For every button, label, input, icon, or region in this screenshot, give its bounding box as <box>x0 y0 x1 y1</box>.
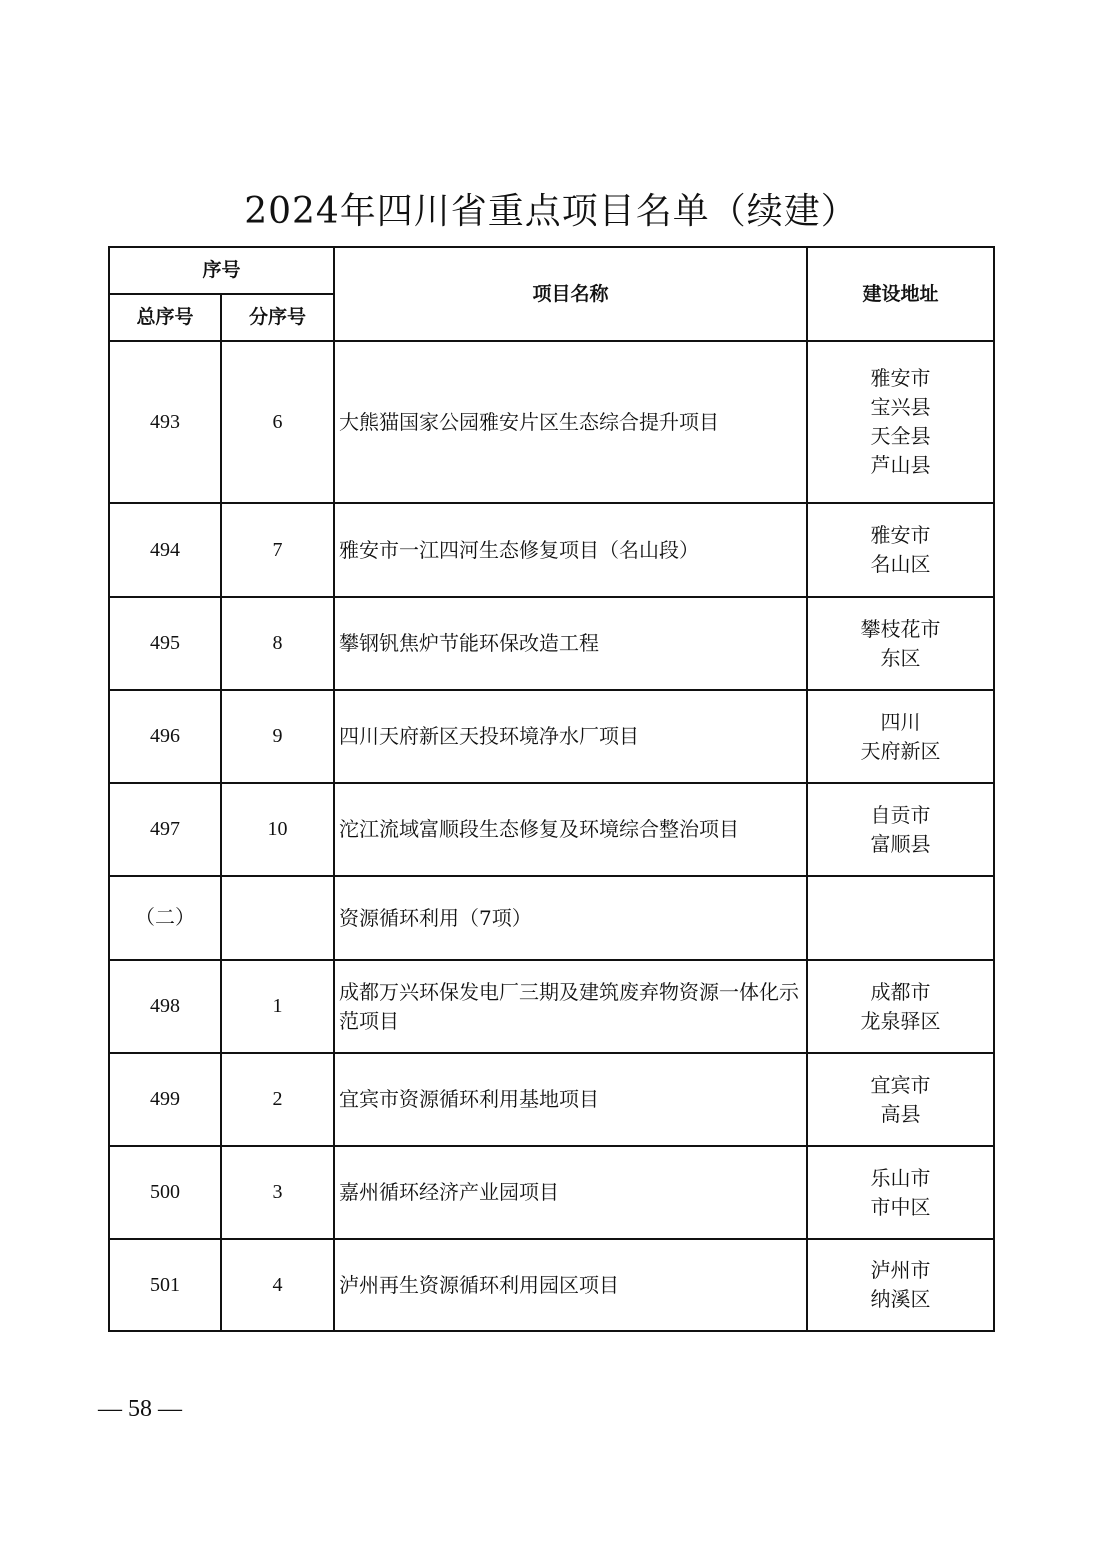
location-line: 自贡市 <box>870 802 931 827</box>
cell-location <box>807 876 994 960</box>
cell-project-name: 资源循环利用（7项） <box>334 876 807 960</box>
cell-location <box>807 783 994 876</box>
cell-total-seq: （二） <box>109 876 221 960</box>
cell-sub-seq: 2 <box>221 1053 334 1146</box>
cell-sub-seq: 9 <box>221 690 334 783</box>
location-line: 雅安市 <box>870 523 931 547</box>
table-row <box>109 503 994 597</box>
location-line: 宜宾市 <box>870 1072 931 1097</box>
location-line: 富顺县 <box>870 831 931 856</box>
cell-total-seq: 495 <box>109 597 221 690</box>
location-line: 攀枝花市 <box>860 616 941 641</box>
cell-total-seq: 499 <box>109 1053 221 1146</box>
location-line: 东区 <box>880 645 921 670</box>
cell-location <box>807 503 994 597</box>
cell-project-name: 泸州再生资源循环利用园区项目 <box>334 1239 807 1331</box>
cell-project-name: 嘉州循环经济产业园项目 <box>334 1146 807 1239</box>
header-sub-seq: 分序号 <box>221 294 334 341</box>
cell-total-seq: 501 <box>109 1239 221 1331</box>
cell-total-seq: 498 <box>109 960 221 1053</box>
table-row <box>109 1146 994 1239</box>
location-line: 龙泉驿区 <box>860 1008 941 1033</box>
location-line: 纳溪区 <box>870 1287 931 1311</box>
location-line: 泸州市 <box>870 1258 931 1282</box>
location-line: 高县 <box>880 1101 921 1126</box>
cell-project-name: 雅安市一江四河生态修复项目（名山段） <box>334 503 807 597</box>
table-row <box>109 341 994 503</box>
table-row <box>109 960 994 1053</box>
header-location: 建设地址 <box>807 247 994 341</box>
table-row <box>109 597 994 690</box>
cell-project-name: 四川天府新区天投环境净水厂项目 <box>334 690 807 783</box>
cell-project-name: 大熊猫国家公园雅安片区生态综合提升项目 <box>334 341 807 503</box>
cell-location <box>807 1239 994 1331</box>
cell-location <box>807 960 994 1053</box>
table-row <box>109 783 994 876</box>
table-row <box>109 1239 994 1331</box>
cell-total-seq: 494 <box>109 503 221 597</box>
header-total-seq: 总序号 <box>109 294 221 341</box>
location-line: 市中区 <box>870 1194 931 1219</box>
header-seq-group: 序号 <box>109 247 334 294</box>
location-line: 天全县 <box>870 424 931 448</box>
header-project-name: 项目名称 <box>334 247 807 341</box>
page-number: — 58 — <box>98 1396 182 1422</box>
location-line: 成都市 <box>870 979 931 1004</box>
cell-project-name: 沱江流域富顺段生态修复及环境综合整治项目 <box>334 783 807 876</box>
cell-sub-seq: 8 <box>221 597 334 690</box>
table-row <box>109 876 994 960</box>
cell-sub-seq <box>221 876 334 960</box>
table-row <box>109 1053 994 1146</box>
cell-location <box>807 1146 994 1239</box>
cell-sub-seq: 1 <box>221 960 334 1053</box>
cell-location <box>807 597 994 690</box>
cell-total-seq: 493 <box>109 341 221 503</box>
cell-sub-seq: 4 <box>221 1239 334 1331</box>
cell-location <box>807 1053 994 1146</box>
location-line: 四川 <box>880 709 921 734</box>
page-title: 2024年四川省重点项目名单（续建） <box>244 191 858 232</box>
location-line: 芦山县 <box>870 453 931 477</box>
cell-project-name: 宜宾市资源循环利用基地项目 <box>334 1053 807 1146</box>
cell-total-seq: 500 <box>109 1146 221 1239</box>
cell-location <box>807 690 994 783</box>
cell-sub-seq: 7 <box>221 503 334 597</box>
location-line: 乐山市 <box>870 1165 931 1190</box>
cell-total-seq: 496 <box>109 690 221 783</box>
cell-sub-seq: 3 <box>221 1146 334 1239</box>
cell-sub-seq: 6 <box>221 341 334 503</box>
cell-project-name: 攀钢钒焦炉节能环保改造工程 <box>334 597 807 690</box>
location-line: 名山区 <box>870 552 931 576</box>
cell-total-seq: 497 <box>109 783 221 876</box>
cell-sub-seq: 10 <box>221 783 334 876</box>
cell-project-name: 成都万兴环保发电厂三期及建筑废弃物资源一体化示范项目 <box>334 960 807 1053</box>
project-table <box>108 246 995 1332</box>
location-line: 雅安市 <box>870 366 931 390</box>
table-row <box>109 690 994 783</box>
location-line: 天府新区 <box>860 738 941 763</box>
location-line: 宝兴县 <box>870 395 931 419</box>
cell-location <box>807 341 994 503</box>
